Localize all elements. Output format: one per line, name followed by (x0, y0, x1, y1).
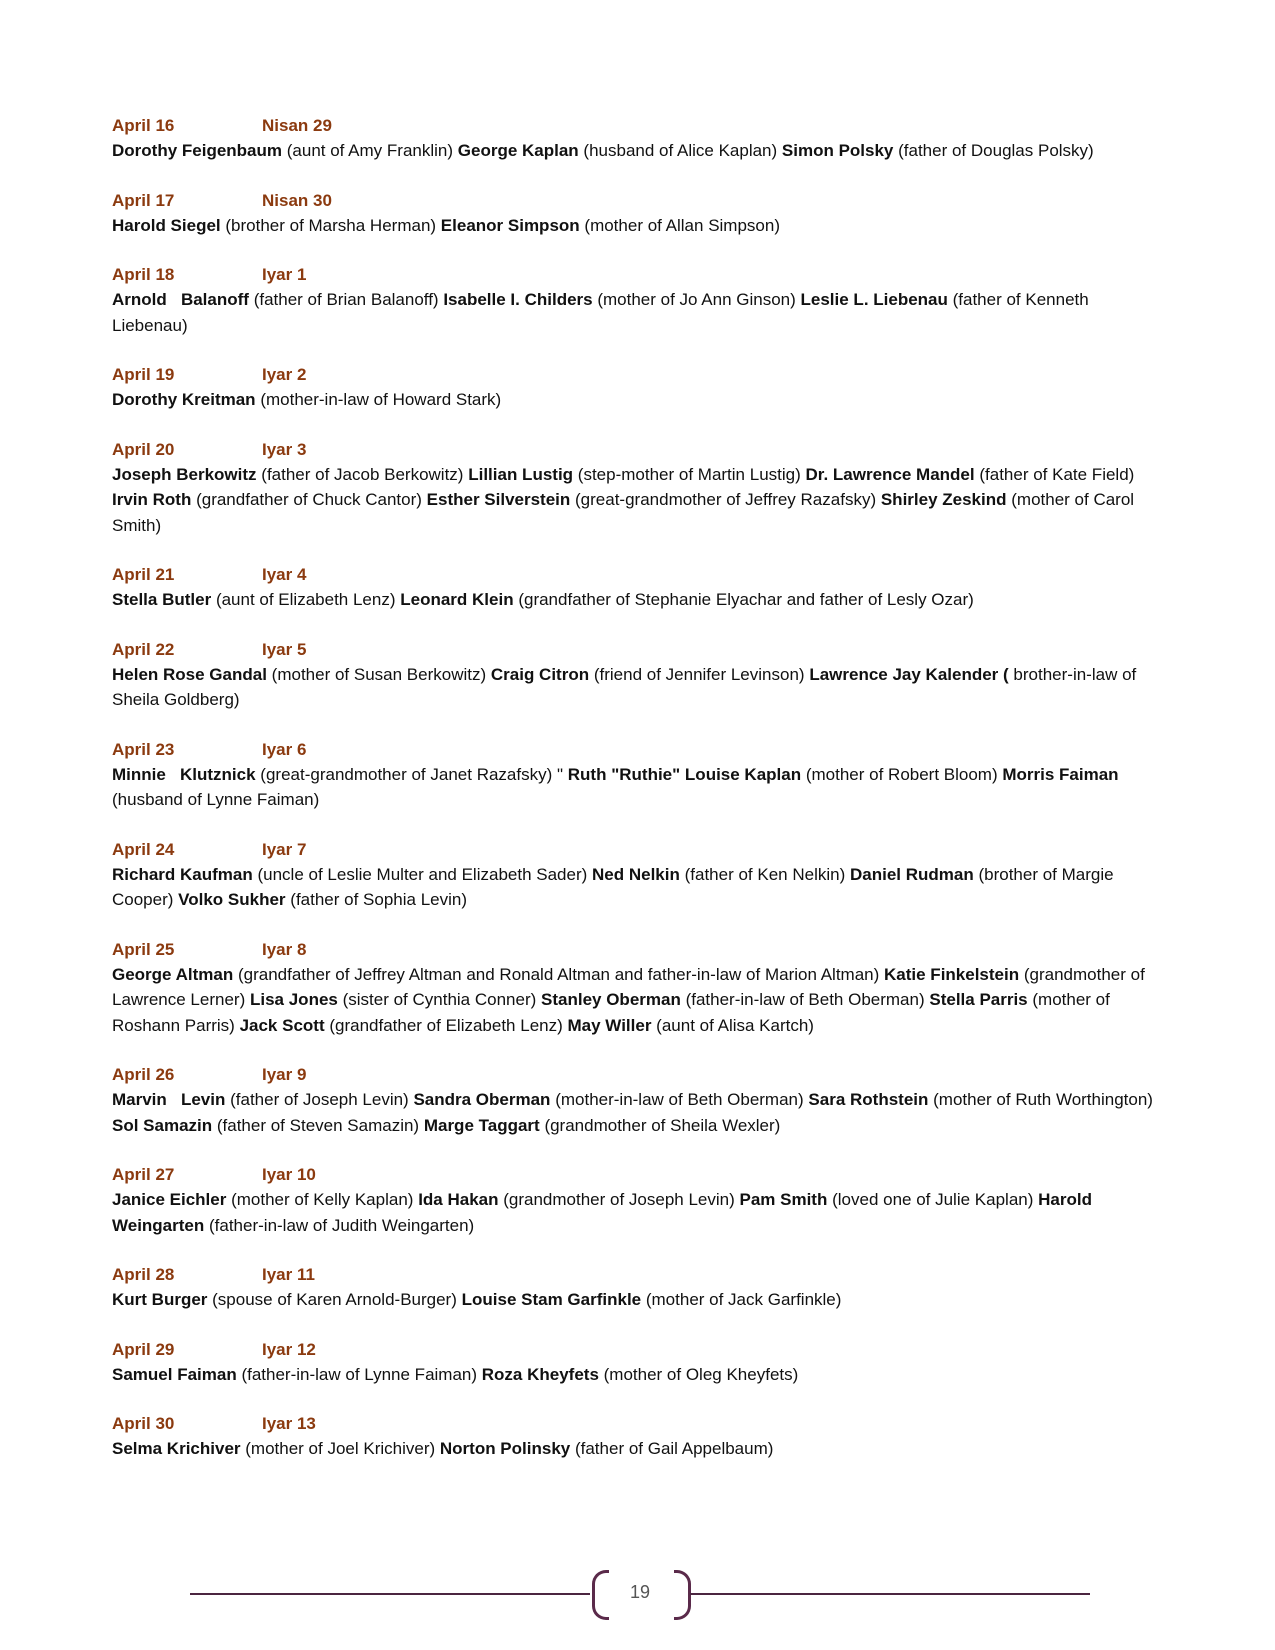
deceased-name: Louise Stam Garfinkle (461, 1290, 642, 1309)
memorial-entry (112, 1063, 1162, 1138)
deceased-name: Sara Rothstein (808, 1090, 929, 1109)
hebrew-date: Iyar 6 (262, 739, 307, 759)
deceased-name: Isabelle I. Childers (443, 290, 593, 309)
entry-date-header (112, 438, 1162, 462)
footer-rule-right (690, 1593, 1090, 1595)
deceased-name: Jack Scott (239, 1015, 325, 1035)
relation-text: (mother of Joel Krichiver) (245, 1439, 436, 1458)
deceased-name: Shirley Zeskind (880, 490, 1007, 509)
entry-names (112, 462, 1162, 539)
deceased-name: Katie Finkelstein (884, 964, 1020, 984)
deceased-name: Sol Samazin (112, 1115, 213, 1135)
entry-date-header (112, 638, 1162, 662)
gregorian-date: April 23 (112, 739, 175, 759)
entry-names (112, 762, 1162, 813)
entry-names (112, 1287, 1162, 1313)
relation-text: (mother of Jack Garfinkle) (645, 1290, 842, 1309)
relation-text: (father-in-law of Beth Oberman) (685, 990, 925, 1009)
gregorian-date: April 28 (112, 1265, 175, 1284)
relation-text: (mother of Roshann Parris) (112, 990, 1115, 1035)
deceased-name: Arnold Balanoff (112, 290, 249, 309)
hebrew-date: Iyar 4 (262, 565, 307, 584)
entry-date-header (112, 1412, 1162, 1436)
hebrew-date: Iyar 12 (262, 1339, 316, 1359)
memorial-entry (112, 1338, 1162, 1388)
relation-text: (grandmother of Lawrence Lerner) (112, 964, 1150, 1009)
gregorian-date: April 21 (112, 565, 175, 584)
hebrew-date: Nisan 29 (262, 116, 332, 135)
relation-text: (mother of Kelly Kaplan) (231, 1190, 414, 1209)
deceased-name: Esther Silverstein (426, 490, 571, 509)
entry-names (112, 587, 1162, 613)
relation-text: (mother of Susan Berkowitz) (271, 664, 487, 684)
relation-text: (sister of Cynthia Conner) (342, 990, 537, 1009)
deceased-name: Roza Kheyfets (481, 1364, 599, 1384)
relation-text: (father of Kenneth Liebenau) (112, 290, 1094, 335)
entry-names (112, 662, 1162, 713)
relation-text: (father of Steven Samazin) (216, 1115, 420, 1135)
relation-text: (father of Kate Field) (979, 464, 1135, 484)
memorial-entry (112, 563, 1162, 613)
memorial-entry (112, 1263, 1162, 1313)
gregorian-date: April 19 (112, 365, 175, 384)
entry-names (112, 1436, 1162, 1462)
deceased-name: Ida Hakan (418, 1190, 499, 1209)
deceased-name: Craig Citron (490, 664, 590, 684)
footer-rule-left (190, 1593, 590, 1595)
entry-date-header (112, 738, 1162, 762)
relation-text: (aunt of Alisa Kartch) (656, 1015, 814, 1035)
gregorian-date: April 24 (112, 839, 175, 859)
deceased-name: Stella Butler (112, 590, 212, 609)
relation-text: (father of Jacob Berkowitz) (261, 464, 464, 484)
gregorian-date: April 30 (112, 1414, 175, 1433)
entry-date-header (112, 1063, 1162, 1087)
entry-names (112, 138, 1162, 164)
entry-date-header (112, 938, 1162, 962)
relation-text: (mother of Allan Simpson) (584, 215, 780, 235)
hebrew-date: Iyar 5 (262, 639, 307, 659)
relation-text: (mother of Ruth Worthington) (933, 1090, 1153, 1109)
gregorian-date: April 18 (112, 265, 175, 284)
deceased-name: Marge Taggart (423, 1115, 540, 1135)
right-bracket-ornament (674, 1570, 691, 1620)
entry-date-header (112, 1338, 1162, 1362)
relation-text: (husband of Lynne Faiman) (112, 764, 1129, 809)
deceased-name: Janice Eichler (112, 1190, 227, 1209)
gregorian-date: April 16 (112, 116, 175, 135)
gregorian-date: April 29 (112, 1339, 175, 1359)
relation-text: (husband of Alice Kaplan) (583, 141, 778, 160)
deceased-name: Norton Polinsky (439, 1439, 571, 1458)
relation-text: (grandfather of Chuck Cantor) (196, 490, 422, 509)
hebrew-date: Iyar 10 (262, 1165, 316, 1184)
deceased-name: Samuel Faiman (112, 1364, 237, 1384)
gregorian-date: April 22 (112, 639, 175, 659)
deceased-name: Ruth "Ruthie" Louise Kaplan (567, 764, 802, 784)
deceased-name: Dorothy Feigenbaum (112, 141, 283, 160)
entry-names (112, 1087, 1162, 1138)
entry-date-header (112, 838, 1162, 862)
hebrew-date: Iyar 11 (262, 1265, 315, 1284)
entry-names (112, 387, 1162, 413)
relation-text: brother-in-law of Sheila Goldberg) (112, 664, 1141, 709)
deceased-name: Irvin Roth (112, 490, 192, 509)
hebrew-date: Iyar 7 (262, 839, 307, 859)
relation-text: (mother of Oleg Kheyfets) (603, 1364, 799, 1384)
deceased-name: Volko Sukher (178, 890, 286, 909)
relation-text: (mother of Robert Bloom) (805, 764, 998, 784)
deceased-name: Lawrence Jay Kalender ( (809, 664, 1009, 684)
gregorian-date: April 27 (112, 1165, 175, 1184)
deceased-name: Minnie Klutznick (112, 764, 256, 784)
relation-text: (step-mother of Martin Lustig) (577, 464, 801, 484)
relation-text: (brother of Marsha Herman) (225, 215, 437, 235)
hebrew-date: Iyar 3 (262, 439, 307, 459)
deceased-name: George Kaplan (457, 141, 579, 160)
hebrew-date: Iyar 1 (262, 265, 307, 284)
entry-names (112, 862, 1162, 913)
relation-text: (loved one of Julie Kaplan) (832, 1190, 1034, 1209)
deceased-name: Marvin Levin (112, 1090, 226, 1109)
gregorian-date: April 17 (112, 190, 175, 210)
relation-text: (grandfather of Stephanie Elyachar and father of Lesly Ozar) (518, 590, 974, 609)
deceased-name: Morris Faiman (1002, 764, 1119, 784)
gregorian-date: April 25 (112, 939, 175, 959)
deceased-name: Dorothy Kreitman (112, 390, 256, 409)
entry-date-header (112, 363, 1162, 387)
gregorian-date: April 20 (112, 439, 175, 459)
deceased-name: Selma Krichiver (112, 1439, 241, 1458)
deceased-name: Stella Parris (929, 990, 1028, 1009)
entry-names (112, 287, 1162, 338)
relation-text: (grandmother of Sheila Wexler) (544, 1115, 781, 1135)
relation-text: (mother of Carol Smith) (112, 490, 1139, 535)
relation-text: (great-grandmother of Janet Razafsky) " (260, 764, 564, 784)
relation-text: (aunt of Amy Franklin) (286, 141, 454, 160)
relation-text: (father of Sophia Levin) (290, 890, 467, 909)
hebrew-date: Nisan 30 (262, 190, 332, 210)
entry-date-header (112, 114, 1162, 138)
gregorian-date: April 26 (112, 1065, 175, 1084)
relation-text: (father-in-law of Lynne Faiman) (241, 1364, 478, 1384)
deceased-name: Lisa Jones (249, 990, 338, 1009)
entry-date-header (112, 563, 1162, 587)
deceased-name: Lillian Lustig (468, 464, 574, 484)
deceased-name: Dr. Lawrence Mandel (805, 464, 975, 484)
relation-text: (spouse of Karen Arnold-Burger) (212, 1290, 457, 1309)
page-number: 19 (629, 1582, 651, 1602)
entry-names (112, 1187, 1162, 1238)
relation-text: (great-grandmother of Jeffrey Razafsky) (575, 490, 877, 509)
entry-names (112, 213, 1162, 239)
memorial-entry (112, 438, 1162, 539)
entry-date-header (112, 1263, 1162, 1287)
deceased-name: Helen Rose Gandal (112, 664, 267, 684)
hebrew-date: Iyar 2 (262, 365, 307, 384)
relation-text: (brother of Margie Cooper) (112, 864, 1119, 909)
hebrew-date: Iyar 8 (262, 939, 307, 959)
relation-text: (father of Joseph Levin) (230, 1090, 409, 1109)
yahrzeit-list (112, 114, 1162, 1487)
relation-text: (father of Brian Balanoff) (253, 290, 439, 309)
left-bracket-ornament (592, 1570, 609, 1620)
deceased-name: Harold Weingarten (112, 1190, 1097, 1235)
deceased-name: Daniel Rudman (849, 864, 974, 884)
entry-date-header (112, 189, 1162, 213)
memorial-entry (112, 363, 1162, 413)
deceased-name: Ned Nelkin (592, 864, 680, 884)
entry-date-header (112, 1163, 1162, 1187)
relation-text: (uncle of Leslie Multer and Elizabeth Sader) (257, 864, 588, 884)
relation-text: (grandfather of Jeffrey Altman and Ronald Altman and father-in-law of Marion Altman) (237, 964, 880, 984)
relation-text: (father of Douglas Polsky) (898, 141, 1094, 160)
memorial-entry (112, 1163, 1162, 1238)
deceased-name: Richard Kaufman (112, 864, 253, 884)
relation-text: (father-in-law of Judith Weingarten) (209, 1215, 475, 1235)
entry-names (112, 1362, 1162, 1388)
hebrew-date: Iyar 9 (262, 1065, 307, 1084)
deceased-name: Stanley Oberman (541, 990, 681, 1009)
deceased-name: Simon Polsky (781, 141, 894, 160)
memorial-entry (112, 114, 1162, 164)
deceased-name: Sandra Oberman (413, 1090, 551, 1109)
relation-text: (father of Ken Nelkin) (684, 864, 846, 884)
memorial-entry (112, 1412, 1162, 1462)
relation-text: (father of Gail Appelbaum) (574, 1439, 774, 1458)
deceased-name: Harold Siegel (112, 215, 221, 235)
hebrew-date: Iyar 13 (262, 1414, 316, 1433)
memorial-entry (112, 189, 1162, 239)
deceased-name: Kurt Burger (112, 1290, 208, 1309)
relation-text: (mother-in-law of Howard Stark) (260, 390, 502, 409)
memorial-entry (112, 638, 1162, 713)
deceased-name: Eleanor Simpson (440, 215, 580, 235)
entry-date-header (112, 263, 1162, 287)
relation-text: (mother of Jo Ann Ginson) (597, 290, 796, 309)
relation-text: (aunt of Elizabeth Lenz) (215, 590, 396, 609)
deceased-name: May Willer (567, 1015, 652, 1035)
memorial-entry (112, 263, 1162, 338)
relation-text: (mother-in-law of Beth Oberman) (555, 1090, 804, 1109)
entry-names (112, 962, 1162, 1039)
deceased-name: Leonard Klein (400, 590, 514, 609)
deceased-name: George Altman (112, 964, 234, 984)
memorial-entry (112, 938, 1162, 1039)
relation-text: (grandmother of Joseph Levin) (503, 1190, 735, 1209)
deceased-name: Leslie L. Liebenau (800, 290, 948, 309)
deceased-name: Joseph Berkowitz (112, 464, 257, 484)
deceased-name: Pam Smith (739, 1190, 828, 1209)
memorial-entry (112, 738, 1162, 813)
memorial-entry (112, 838, 1162, 913)
relation-text: (grandfather of Elizabeth Lenz) (329, 1015, 563, 1035)
relation-text: (friend of Jennifer Levinson) (593, 664, 805, 684)
page-footer (190, 1570, 1090, 1616)
